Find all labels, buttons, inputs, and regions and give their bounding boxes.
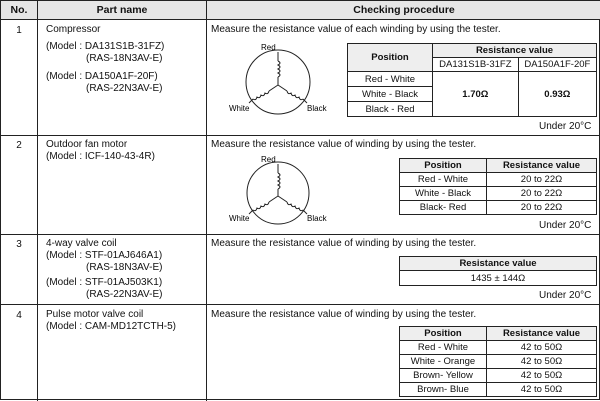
wire-label-left: White — [229, 214, 250, 223]
column-header-position: Position — [400, 159, 487, 173]
procedure-text: Measure the resistance value of each winding by using the tester. — [211, 24, 501, 35]
unit-model: (RAS-18N3AV-E) — [86, 262, 163, 273]
row-number: 4 — [16, 310, 22, 321]
resistance-value-cell: 42 to 50Ω — [487, 369, 597, 383]
row-number: 2 — [16, 140, 22, 151]
model-number: (Model : DA131S1B-31FZ) — [46, 41, 165, 52]
part-name-block — [46, 309, 176, 333]
position-cell: Black- Red — [400, 201, 487, 215]
wire-label-right: Black — [307, 104, 327, 113]
model-number: (Model : ICF-140-43-4R) — [46, 151, 155, 162]
procedure-text: Measure the resistance value of winding by using the tester. — [211, 309, 477, 320]
part-name: Pulse motor valve coil — [46, 309, 144, 320]
resistance-value-cell: 42 to 50Ω — [487, 341, 597, 355]
header-part-name: Part name — [38, 1, 206, 19]
part-name-block — [46, 24, 164, 95]
winding-diagram — [225, 39, 335, 119]
position-cell: White - Black — [400, 187, 487, 201]
resistance-value-cell: 20 to 22Ω — [487, 173, 597, 187]
position-cell: White - Orange — [400, 355, 487, 369]
resistance-value-cell: 20 to 22Ω — [487, 201, 597, 215]
resistance-value-cell: 1435 ± 144Ω — [400, 271, 597, 286]
wire-label-right: Black — [307, 214, 327, 223]
position-cell: Red - White — [348, 72, 433, 87]
resistance-value-cell: 42 to 50Ω — [487, 355, 597, 369]
divider — [1, 304, 600, 305]
divider — [206, 1, 207, 401]
model-number: (Model : STF-01AJ503K1) — [46, 277, 163, 288]
model-column-header: DA131S1B-31FZ — [433, 58, 519, 72]
divider — [37, 1, 38, 401]
part-name: Compressor — [46, 24, 101, 35]
divider — [1, 135, 600, 136]
row-number: 1 — [16, 25, 22, 36]
model-column-header: DA150A1F-20F — [518, 58, 596, 72]
wire-label-left: White — [229, 104, 250, 113]
column-header-resistance: Resistance value — [487, 159, 597, 173]
temperature-note: Under 20°C — [539, 121, 592, 132]
model-number: (Model : CAM-MD12TCTH-5) — [46, 321, 177, 332]
column-header-resistance: Resistance value — [487, 327, 597, 341]
column-header-position: Position — [348, 44, 433, 72]
pulse-motor-resistance-table — [399, 326, 597, 397]
position-cell: Red - White — [400, 341, 487, 355]
unit-model: (RAS-22N3AV-E) — [86, 83, 163, 94]
resistance-value-cell: 42 to 50Ω — [487, 383, 597, 397]
row-number: 3 — [16, 239, 22, 250]
fan-motor-resistance-table — [399, 158, 597, 215]
model-number: (Model : STF-01AJ646A1) — [46, 250, 163, 261]
divider — [1, 234, 600, 235]
unit-model: (RAS-22N3AV-E) — [86, 289, 163, 300]
column-header-position: Position — [400, 327, 487, 341]
temperature-note: Under 20°C — [539, 220, 592, 231]
winding-diagram — [225, 153, 335, 229]
compressor-resistance-table — [347, 43, 597, 117]
column-header-resistance: Resistance value — [400, 257, 597, 271]
part-name: Outdoor fan motor — [46, 139, 128, 150]
valve-coil-resistance-table — [399, 256, 597, 286]
part-name-block — [46, 238, 163, 301]
procedure-text: Measure the resistance value of winding by using the tester. — [211, 139, 477, 150]
position-cell: Brown- Yellow — [400, 369, 487, 383]
wire-label-top: Red — [261, 155, 276, 164]
resistance-value-cell: 1.70Ω — [433, 72, 519, 117]
position-cell: Red - White — [400, 173, 487, 187]
part-name-block — [46, 139, 155, 163]
header-checking-procedure: Checking procedure — [207, 1, 600, 19]
position-cell: White - Black — [348, 87, 433, 102]
position-cell: Black - Red — [348, 102, 433, 117]
divider — [1, 19, 600, 20]
temperature-note: Under 20°C — [539, 290, 592, 301]
procedure-text: Measure the resistance value of winding by using the tester. — [211, 238, 477, 249]
resistance-value-cell: 0.93Ω — [518, 72, 596, 117]
position-cell: Brown- Blue — [400, 383, 487, 397]
resistance-value-cell: 20 to 22Ω — [487, 187, 597, 201]
column-header-resistance: Resistance value — [433, 44, 597, 58]
unit-model: (RAS-18N3AV-E) — [86, 53, 163, 64]
wire-label-top: Red — [261, 43, 276, 52]
header-no: No. — [1, 1, 37, 19]
model-number: (Model : DA150A1F-20F) — [46, 71, 158, 82]
part-name: 4-way valve coil — [46, 238, 117, 249]
